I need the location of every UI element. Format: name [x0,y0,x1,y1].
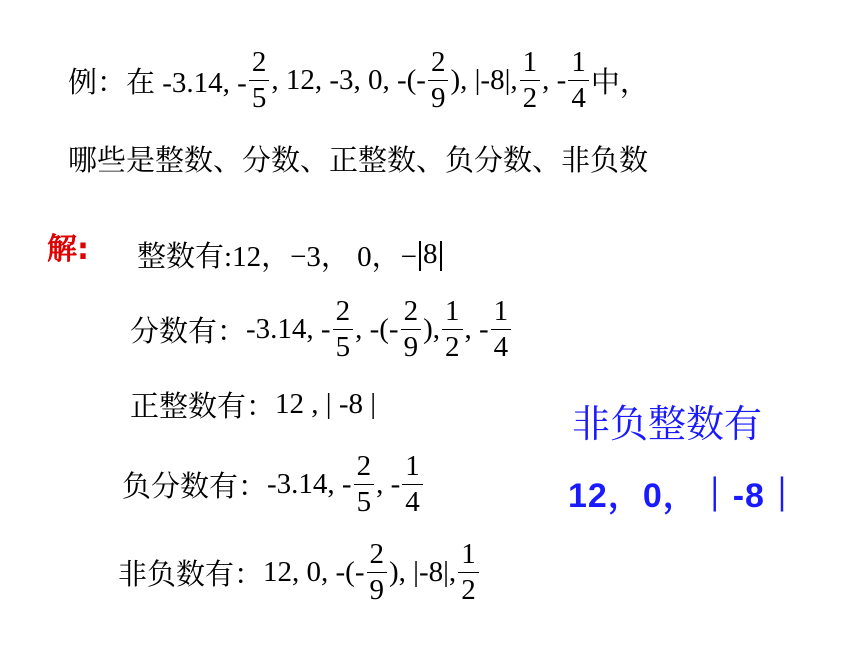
negative-fractions-a: -3.14, - [267,468,352,500]
fraction-2-9: $\frac{2}{9}$ [367,540,388,605]
fraction-1-4: $\frac{1}{4}$ [402,452,423,517]
negative-fractions-label: 负分数有： [122,471,268,503]
fractions-label: 分数有： [130,316,247,348]
fraction-1-2: $\frac{1}{2}$ [442,297,463,362]
question-suffix: 中， [590,67,649,99]
integers-values: 12，−3， 0，− [232,241,418,273]
nonnegative-b: ), |-8|, [389,556,457,588]
negative-fractions-b: , - [376,468,401,500]
question-line-2 [68,138,648,179]
question-mid-3: , - [542,64,567,96]
fraction-1-2: $\frac{1}{2}$ [458,540,479,605]
fractions-c: ), [423,313,440,345]
positive-integers-label: 正整数有： [130,391,276,423]
solution-label: 解: [47,232,89,267]
nonnegative-line [118,540,481,605]
nonnegative-label: 非负数有： [118,559,264,591]
absolute-value: 8 [417,238,444,271]
fraction-2-9: $\frac{2}{9}$ [401,297,422,362]
fraction-2-5: $\frac{2}{5}$ [333,297,354,362]
question-text: 哪些是整数、分数、正整数、负分数、非负数 [68,145,649,177]
fractions-a: -3.14, - [246,313,331,345]
abs-bar-right [440,241,442,271]
positive-integers-line [130,384,376,425]
fractions-line [130,297,513,362]
fraction-2-5: $\frac{2}{5}$ [354,452,375,517]
fraction-2-5: $\frac{2}{5}$ [249,48,270,113]
question-line-1 [68,48,649,113]
negative-fractions-line [122,452,425,517]
integers-label: 整数有: [137,241,233,273]
question-mid-2: ), |-8|, [450,64,518,96]
fraction-1-4: $\frac{1}{4}$ [568,48,589,113]
fractions-b: , -(- [355,313,399,345]
fraction-1-2: $\frac{1}{2}$ [520,48,541,113]
positive-integers-values: 12 , | -8 | [275,388,377,420]
question-prefix: 例：在 -3.14, - [68,67,247,99]
nonnegative-a: 12, 0, -(- [263,556,365,588]
integers-line [137,234,444,275]
fraction-2-9: $\frac{2}{9}$ [428,48,449,113]
fraction-1-4: $\frac{1}{4}$ [491,297,512,362]
fractions-d: , - [464,313,489,345]
nonnegative-integers-values: 12，0，｜-8｜ [568,477,800,515]
question-mid-1: , 12, -3, 0, -(- [271,64,426,96]
abs-bar-left [419,241,421,271]
nonnegative-integers-heading: 非负整数有 [572,402,763,446]
